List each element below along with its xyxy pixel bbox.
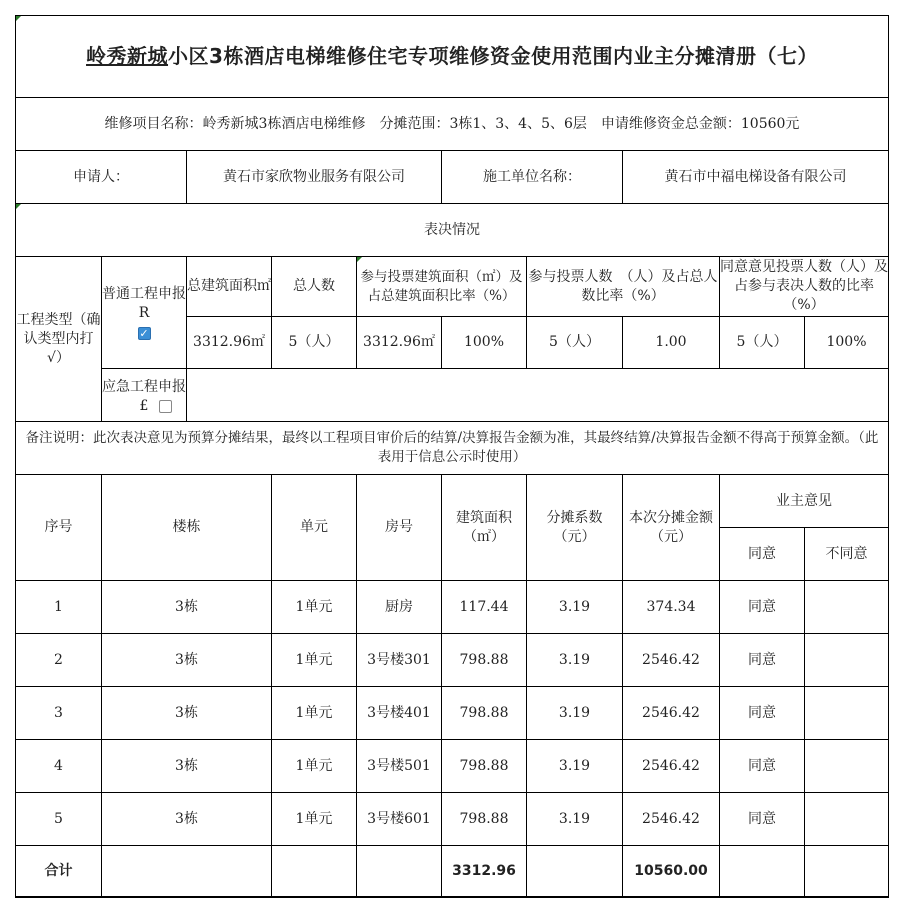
cell-disagree <box>805 793 888 846</box>
cell-coef: 3.19 <box>527 740 623 793</box>
cell-disagree <box>805 634 888 687</box>
col-header-amount: 本次分摊金额（元） <box>623 475 720 581</box>
header-voted-people: 参与投票人数 （人）及占总人数比率（%） <box>527 257 720 317</box>
cell-unit: 1单元 <box>272 687 357 740</box>
value-total-area: 3312.96㎡ <box>187 317 272 369</box>
cell-building: 3栋 <box>102 793 272 846</box>
cell-disagree <box>805 687 888 740</box>
normal-project-label: 普通工程申报R <box>102 286 186 321</box>
total-empty <box>357 846 442 897</box>
normal-project-cell <box>102 257 187 369</box>
total-amount: 10560.00 <box>623 846 720 897</box>
cell-amount: 2546.42 <box>623 740 720 793</box>
value-voted-area-ratio: 100% <box>442 317 527 369</box>
value-voted-people: 5（人） <box>527 317 623 369</box>
total-empty <box>272 846 357 897</box>
col-header-disagree: 不同意 <box>805 528 888 581</box>
cell-seq: 4 <box>16 740 102 793</box>
cell-building: 3栋 <box>102 634 272 687</box>
value-agree-people: 5（人） <box>720 317 805 369</box>
total-empty <box>805 846 888 897</box>
applicant-label: 申请人： <box>16 151 187 204</box>
col-header-agree: 同意 <box>720 528 805 581</box>
col-header-unit: 单元 <box>272 475 357 581</box>
cell-coef: 3.19 <box>527 793 623 846</box>
header-total-area: 总建筑面积㎡ <box>187 257 272 317</box>
total-label: 合计 <box>16 846 102 897</box>
cell-amount: 2546.42 <box>623 634 720 687</box>
value-total-people: 5（人） <box>272 317 357 369</box>
remark-note: 备注说明：此次表决意见为预算分摊结果，最终以工程项目审价后的结算/决算报告金额为准，其最终结算/决算报告金额不得高于预算金额。（此表用于信息公示时使用） <box>16 422 888 475</box>
header-voted-area: 参与投票建筑面积（㎡）及占总建筑面积比率（%） <box>357 257 527 317</box>
cell-unit: 1单元 <box>272 740 357 793</box>
cell-room: 3号楼601 <box>357 793 442 846</box>
sheet-title <box>16 16 888 98</box>
cell-agree: 同意 <box>720 581 805 634</box>
project-type-label <box>16 257 102 422</box>
contractor-label: 施工单位名称： <box>442 151 623 204</box>
cell-disagree <box>805 581 888 634</box>
cell-room: 厨房 <box>357 581 442 634</box>
cell-seq: 2 <box>16 634 102 687</box>
cell-area: 798.88 <box>442 634 527 687</box>
cell-amount: 374.34 <box>623 581 720 634</box>
project-type-text: 工程类型（确认类型内打√） <box>16 311 101 366</box>
col-header-coef: 分摊系数（元） <box>527 475 623 581</box>
emergency-project-cell <box>102 369 187 422</box>
cell-building: 3栋 <box>102 581 272 634</box>
cell-unit: 1单元 <box>272 793 357 846</box>
applicant-value: 黄石市家欣物业服务有限公司 <box>187 151 442 204</box>
cell-room: 3号楼301 <box>357 634 442 687</box>
cell-area: 798.88 <box>442 793 527 846</box>
cell-unit: 1单元 <box>272 634 357 687</box>
cell-seq: 5 <box>16 793 102 846</box>
cell-area: 798.88 <box>442 687 527 740</box>
title-rest: 小区3栋酒店电梯维修住宅专项维修资金使用范围内业主分摊清册（七） <box>168 44 818 68</box>
empty-cell <box>187 369 888 422</box>
vote-section-title: 表决情况 <box>16 204 888 257</box>
cell-unit: 1单元 <box>272 581 357 634</box>
col-header-opinion: 业主意见 <box>720 475 888 528</box>
cell-marker <box>16 204 21 209</box>
value-voted-area: 3312.96㎡ <box>357 317 442 369</box>
cell-area: 798.88 <box>442 740 527 793</box>
cell-building: 3栋 <box>102 687 272 740</box>
normal-project-checkbox[interactable]: ✓ <box>139 327 149 340</box>
cell-agree: 同意 <box>720 687 805 740</box>
contractor-value: 黄石市中福电梯设备有限公司 <box>623 151 888 204</box>
cell-coef: 3.19 <box>527 634 623 687</box>
value-voted-people-ratio: 1.00 <box>623 317 720 369</box>
cell-room: 3号楼501 <box>357 740 442 793</box>
project-info: 维修项目名称：岭秀新城3栋酒店电梯维修 分摊范围：3栋1、3、4、5、6层 申请维修资金总金额：10560元 <box>16 98 888 151</box>
cell-coef: 3.19 <box>527 687 623 740</box>
col-header-area: 建筑面积（㎡） <box>442 475 527 581</box>
emergency-project-checkbox[interactable] <box>159 400 172 413</box>
title-underlined: 岭秀新城 <box>86 44 169 68</box>
cell-marker <box>357 257 362 262</box>
emergency-project-label: 应急工程申报£ <box>102 378 186 414</box>
cell-amount: 2546.42 <box>623 687 720 740</box>
total-empty <box>720 846 805 897</box>
cell-agree: 同意 <box>720 740 805 793</box>
header-total-people: 总人数 <box>272 257 357 317</box>
cell-seq: 1 <box>16 581 102 634</box>
header-agree-people: 同意意见投票人数（人）及占参与表决人数的比率（%） <box>720 257 888 317</box>
cell-disagree <box>805 740 888 793</box>
cell-amount: 2546.42 <box>623 793 720 846</box>
allocation-sheet <box>15 15 889 898</box>
cell-room: 3号楼401 <box>357 687 442 740</box>
cell-building: 3栋 <box>102 740 272 793</box>
col-header-room: 房号 <box>357 475 442 581</box>
cell-area: 117.44 <box>442 581 527 634</box>
cell-agree: 同意 <box>720 793 805 846</box>
cell-marker <box>16 16 21 21</box>
value-agree-ratio: 100% <box>805 317 888 369</box>
cell-seq: 3 <box>16 687 102 740</box>
total-area: 3312.96 <box>442 846 527 897</box>
total-empty <box>102 846 272 897</box>
col-header-seq: 序号 <box>16 475 102 581</box>
total-empty <box>527 846 623 897</box>
cell-agree: 同意 <box>720 634 805 687</box>
cell-coef: 3.19 <box>527 581 623 634</box>
col-header-building: 楼栋 <box>102 475 272 581</box>
